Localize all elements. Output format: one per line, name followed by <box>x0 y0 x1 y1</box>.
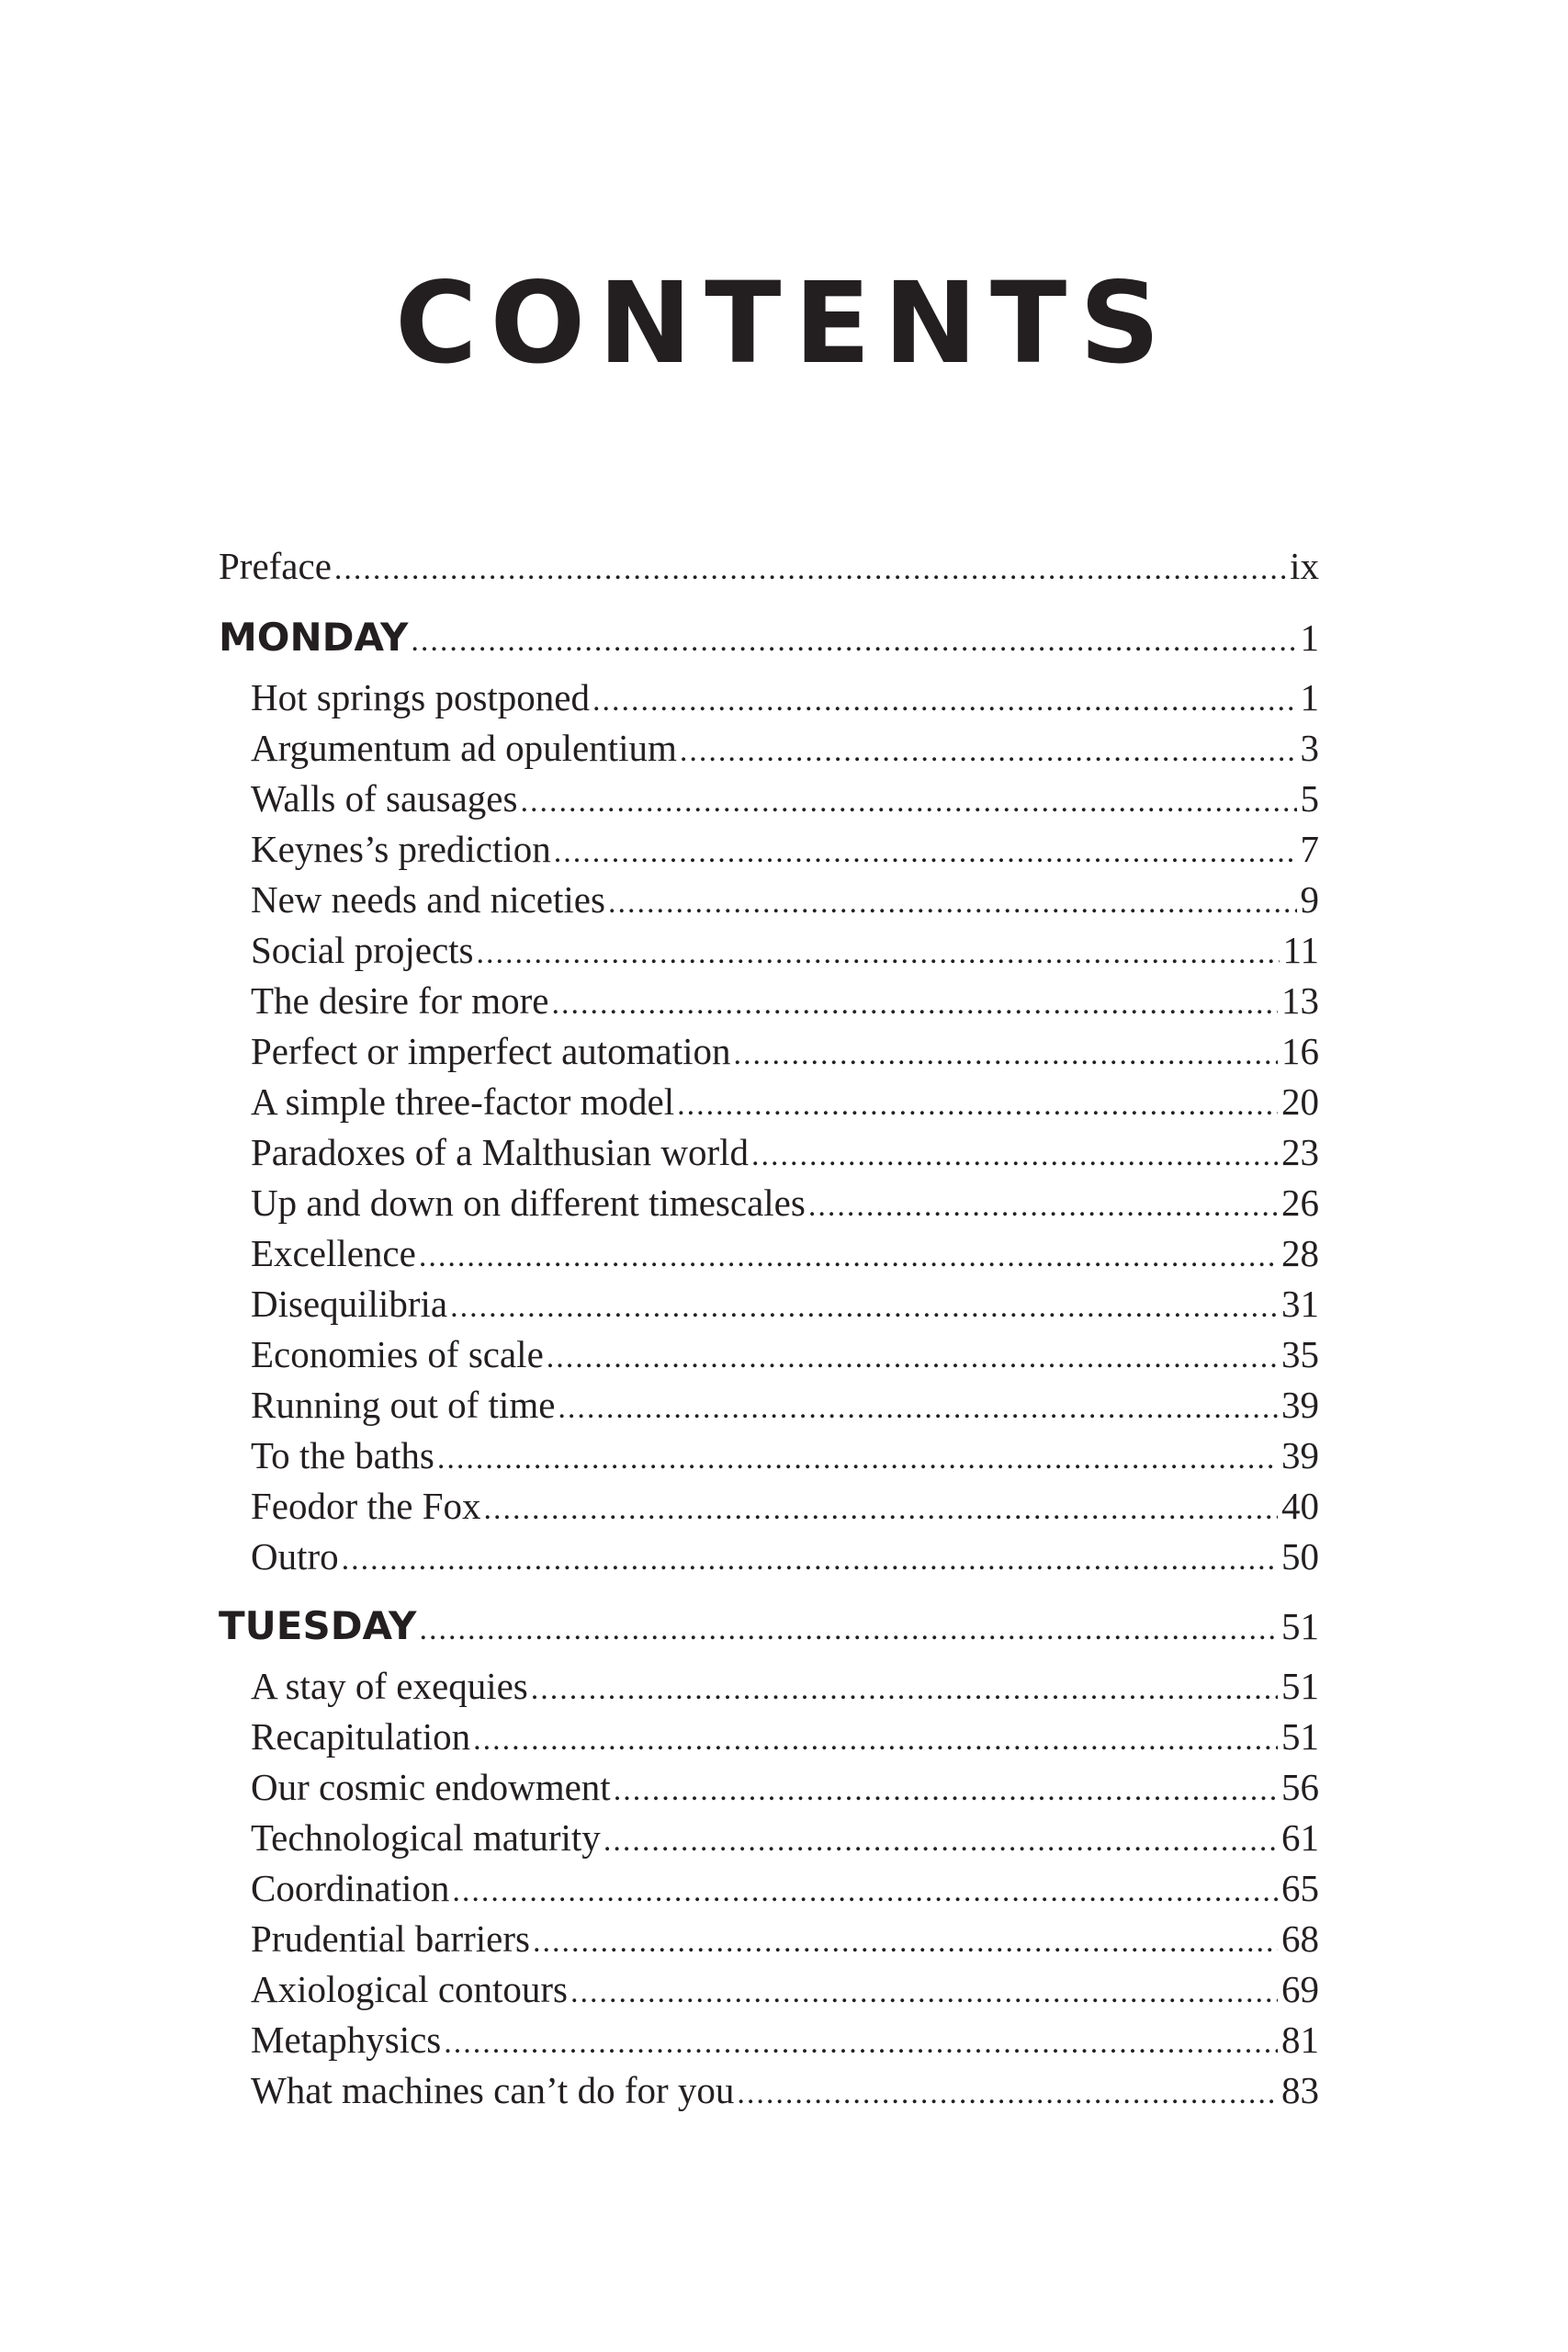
toc-entry-label: Keynes’s prediction <box>251 828 551 870</box>
toc-page-number: 39 <box>1281 1434 1319 1476</box>
toc-entry[interactable] <box>219 1914 1319 1964</box>
toc-page-number: 83 <box>1281 2069 1319 2111</box>
toc-page-number: 7 <box>1300 828 1319 870</box>
toc-page-number: 69 <box>1281 1968 1319 2010</box>
dot-leader <box>334 540 1286 595</box>
dot-leader <box>547 1332 1278 1380</box>
dot-leader <box>419 1231 1278 1279</box>
toc-entry-label: Running out of time <box>251 1384 556 1426</box>
dot-leader <box>614 1765 1278 1813</box>
toc-page-number: 68 <box>1281 1917 1319 1960</box>
dot-leader <box>484 1484 1278 1532</box>
toc-page-number: 81 <box>1281 2018 1319 2061</box>
toc-page-number: 1 <box>1300 676 1319 718</box>
dot-leader <box>551 978 1278 1026</box>
dot-leader <box>751 1130 1278 1178</box>
dot-leader <box>437 1433 1278 1481</box>
toc-entry[interactable] <box>219 673 1319 723</box>
dot-leader <box>450 1282 1278 1329</box>
toc-entry-label: Argumentum ad opulentium <box>251 727 677 769</box>
dot-leader <box>554 827 1297 875</box>
toc-entry-label: Coordination <box>251 1867 450 1909</box>
toc-entry-label: Metaphysics <box>251 2018 442 2061</box>
toc-entry[interactable] <box>219 774 1319 824</box>
toc-entry[interactable] <box>219 1178 1319 1228</box>
toc-entry[interactable] <box>219 2015 1319 2065</box>
toc-page-number: 40 <box>1281 1485 1319 1527</box>
toc-entry-label: Technological maturity <box>251 1816 601 1859</box>
toc-page-number: 26 <box>1281 1182 1319 1224</box>
dot-leader <box>677 1080 1278 1127</box>
dot-leader <box>734 1029 1278 1077</box>
toc-entry-label: New needs and niceties <box>251 878 605 921</box>
toc-entry[interactable] <box>219 1661 1319 1712</box>
toc-page-number: 56 <box>1281 1766 1319 1808</box>
toc-entry[interactable] <box>219 925 1319 976</box>
toc-page-number: 51 <box>1281 1665 1319 1707</box>
toc-entry[interactable] <box>219 1329 1319 1380</box>
dot-leader <box>419 1599 1278 1657</box>
toc-entry[interactable] <box>219 976 1319 1026</box>
toc-entry-label: Preface <box>219 545 332 587</box>
toc-page-number: 65 <box>1281 1867 1319 1909</box>
toc-entry[interactable] <box>219 2065 1319 2116</box>
toc-entry[interactable] <box>219 1964 1319 2015</box>
toc-page-number: 35 <box>1281 1333 1319 1375</box>
toc-entry[interactable] <box>219 824 1319 875</box>
toc-section-monday[interactable] <box>219 606 1319 669</box>
toc-page-number: 51 <box>1281 1605 1319 1647</box>
dot-leader <box>531 1664 1278 1712</box>
toc-entry-label: The desire for more <box>251 979 549 1022</box>
dot-leader <box>473 1714 1278 1762</box>
toc-entry-label: Up and down on different timescales <box>251 1182 806 1224</box>
toc-page-number: 51 <box>1281 1715 1319 1758</box>
toc-entry-label: Disequilibria <box>251 1283 448 1325</box>
toc-page-number: 9 <box>1300 878 1319 921</box>
toc-entry-preface[interactable] <box>219 537 1319 595</box>
dot-leader <box>737 2068 1278 2116</box>
toc-entry-label: Hot springs postponed <box>251 676 590 718</box>
toc-entry[interactable] <box>219 1863 1319 1914</box>
toc-entry[interactable] <box>219 875 1319 925</box>
toc-entry-label: Walls of sausages <box>251 777 518 820</box>
toc-page-number: 3 <box>1300 727 1319 769</box>
toc-entry[interactable] <box>219 1127 1319 1178</box>
toc-entry[interactable] <box>219 1228 1319 1279</box>
dot-leader <box>608 877 1297 925</box>
toc-entry[interactable] <box>219 1532 1319 1582</box>
toc-page-number: 31 <box>1281 1283 1319 1325</box>
dot-leader <box>680 726 1297 774</box>
dot-leader <box>520 776 1296 824</box>
toc-entry-label: Axiological contours <box>251 1968 569 2010</box>
toc-entry-label: A simple three-factor model <box>251 1080 675 1123</box>
dot-leader <box>342 1534 1278 1582</box>
toc-entry-label: A stay of exequies <box>251 1665 528 1707</box>
toc-entry-label: Recapitulation <box>251 1715 471 1758</box>
dot-leader <box>411 610 1296 669</box>
toc-entry-label: Prudential barriers <box>251 1917 530 1960</box>
table-of-contents <box>219 537 1319 2116</box>
toc-entry[interactable] <box>219 1481 1319 1532</box>
toc-entry-label: Paradoxes of a Malthusian world <box>251 1131 749 1173</box>
toc-entry[interactable] <box>219 1762 1319 1813</box>
toc-page-number: 39 <box>1281 1384 1319 1426</box>
toc-entry-label: Our cosmic endowment <box>251 1766 611 1808</box>
toc-page-number: 28 <box>1281 1232 1319 1274</box>
toc-entry-label: Excellence <box>251 1232 416 1274</box>
toc-page-number: 50 <box>1281 1535 1319 1577</box>
dot-leader <box>808 1181 1278 1228</box>
toc-entry-label: Economies of scale <box>251 1333 544 1375</box>
toc-entry[interactable] <box>219 1026 1319 1077</box>
toc-entry-label: Perfect or imperfect automation <box>251 1030 731 1072</box>
toc-entry[interactable] <box>219 1430 1319 1481</box>
toc-entry[interactable] <box>219 1813 1319 1863</box>
toc-page-number: 61 <box>1281 1816 1319 1859</box>
toc-entry[interactable] <box>219 1380 1319 1430</box>
dot-leader <box>477 928 1280 976</box>
dot-leader <box>592 675 1297 723</box>
toc-section-label: MONDAY <box>219 615 409 660</box>
toc-entry[interactable] <box>219 1077 1319 1127</box>
dot-leader <box>558 1383 1278 1430</box>
toc-entry-label: What machines can’t do for you <box>251 2069 735 2111</box>
toc-section-label: TUESDAY <box>219 1603 417 1648</box>
toc-page-number: ix <box>1290 545 1319 587</box>
toc-entry-label: Feodor the Fox <box>251 1485 481 1527</box>
page-title: CONTENTS <box>394 258 1174 389</box>
dot-leader <box>533 1917 1278 1964</box>
toc-page-number: 11 <box>1282 929 1319 971</box>
toc-entry-label: Social projects <box>251 929 474 971</box>
toc-entry[interactable] <box>219 1279 1319 1329</box>
toc-section-tuesday[interactable] <box>219 1595 1319 1657</box>
toc-entry-label: Outro <box>251 1535 339 1577</box>
toc-entry-label: To the baths <box>251 1434 434 1476</box>
toc-page-number: 20 <box>1281 1080 1319 1123</box>
toc-page-number: 5 <box>1300 777 1319 820</box>
dot-leader <box>444 2018 1278 2065</box>
toc-page-number: 13 <box>1281 979 1319 1022</box>
dot-leader <box>452 1866 1278 1914</box>
dot-leader <box>570 1967 1278 2015</box>
toc-page-number: 23 <box>1281 1131 1319 1173</box>
toc-page-number: 1 <box>1300 616 1319 659</box>
toc-entry[interactable] <box>219 723 1319 774</box>
dot-leader <box>604 1815 1278 1863</box>
toc-page-number: 16 <box>1281 1030 1319 1072</box>
toc-entry[interactable] <box>219 1712 1319 1762</box>
